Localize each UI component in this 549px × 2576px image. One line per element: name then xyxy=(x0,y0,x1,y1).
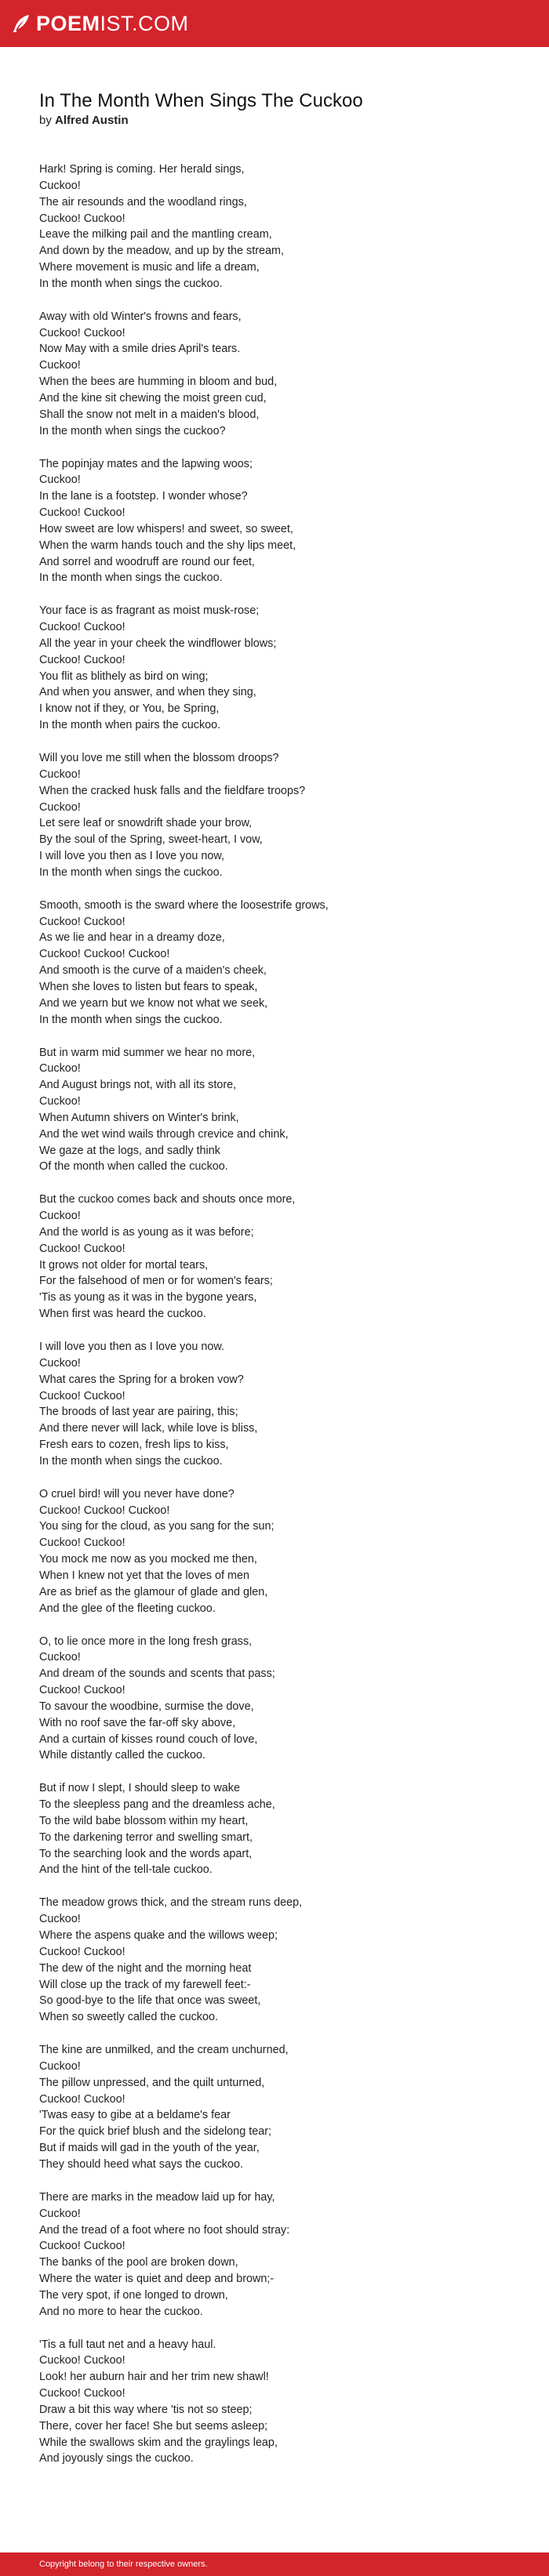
poem-line: For the quick brief blush and the sidelong tear; xyxy=(39,2125,271,2139)
poem-line: All the year in your cheek the windflower blows; xyxy=(39,637,277,650)
poem-line: With no roof save the far-off sky above, xyxy=(39,1716,236,1729)
poem-line: We gaze at the logs, and sadly think xyxy=(39,1144,220,1157)
site-logo[interactable] xyxy=(11,13,189,34)
quill-pen-icon xyxy=(11,13,31,34)
poem-line: When Autumn shivers on Winter's brink, xyxy=(39,1111,239,1124)
poem-line: Leave the milking pail and the mantling cream, xyxy=(39,228,272,241)
poem-line: But in warm mid summer we hear no more, xyxy=(39,1046,256,1059)
poem-line: And joyously sings the cuckoo. xyxy=(39,2452,194,2465)
logo-text-light: IST.COM xyxy=(100,11,189,35)
poem-line: And the world is as young as it was before; xyxy=(39,1225,254,1239)
poem-line: Smooth, smooth is the sward where the loosestrife grows, xyxy=(39,898,329,912)
stanza xyxy=(39,2190,549,2320)
poem-line: Cuckoo! Cuckoo! xyxy=(39,212,125,225)
poem-line: When the cracked husk falls and the fieldfare troops? xyxy=(39,784,306,797)
poem-line: I will love you then as I love you now, xyxy=(39,850,224,863)
poem-line: While distantly called the cuckoo. xyxy=(39,1749,205,1762)
poem-line: Cuckoo! xyxy=(39,2207,81,2220)
poem-line: And the wet wind wails through crevice and chink, xyxy=(39,1127,289,1141)
poem-line: Where the aspens quake and the willows weep; xyxy=(39,1929,278,1942)
poem-line: They should heed what says the cuckoo. xyxy=(39,2157,243,2171)
poem-line: Cuckoo! xyxy=(39,1062,81,1076)
poem-line: Cuckoo! Cuckoo! xyxy=(39,1389,125,1402)
logo-text-bold: POEM xyxy=(36,11,100,35)
poem-line: Cuckoo! Cuckoo! xyxy=(39,2240,125,2253)
poem-line: In the lane is a footstep. I wonder whose? xyxy=(39,490,248,503)
poem-line: The pillow unpressed, and the quilt unturned, xyxy=(39,2076,265,2089)
poem-line: Cuckoo! Cuckoo! xyxy=(39,2092,125,2106)
stanza xyxy=(39,1339,549,1470)
poem-line: Are as brief as the glamour of glade and glen, xyxy=(39,1585,268,1598)
poem-line: Cuckoo! Cuckoo! xyxy=(39,326,125,339)
poem-line: Cuckoo! Cuckoo! xyxy=(39,653,125,666)
stanza xyxy=(39,456,549,587)
poem-line: Your face is as fragrant as moist musk-rose; xyxy=(39,604,260,618)
author-link[interactable]: Alfred Austin xyxy=(55,114,129,127)
stanza xyxy=(39,309,549,440)
poem-line: Cuckoo! Cuckoo! xyxy=(39,2387,125,2400)
stanza xyxy=(39,1192,549,1322)
poem-line: Cuckoo! Cuckoo! xyxy=(39,1945,125,1958)
poem-line: In the month when sings the cuckoo. xyxy=(39,1454,223,1468)
poem-line: Cuckoo! Cuckoo! xyxy=(39,1537,125,1550)
stanza xyxy=(39,750,549,881)
poem-line: Of the month when called the cuckoo. xyxy=(39,1160,228,1174)
poem-line: To the sleepless pang and the dreamless ache, xyxy=(39,1798,275,1812)
poem-line: To the wild babe blossom within my heart, xyxy=(39,1814,249,1827)
poem-line: When the warm hands touch and the shy lips meet, xyxy=(39,539,296,552)
poem-line: Cuckoo! Cuckoo! xyxy=(39,2354,125,2367)
poem-line: Cuckoo! Cuckoo! xyxy=(39,1242,125,1255)
poem-line: Cuckoo! xyxy=(39,179,81,192)
site-footer xyxy=(0,2552,549,2576)
poem-line: Cuckoo! xyxy=(39,1913,81,1926)
stanza xyxy=(39,1780,549,1878)
poem-line: Where movement is music and life a dream, xyxy=(39,261,260,274)
copyright-text: Copyright belong to their respective owners. xyxy=(39,2560,208,2569)
poem-line: Cuckoo! Cuckoo! xyxy=(39,915,125,928)
stanza xyxy=(39,161,549,292)
stanza xyxy=(39,1045,549,1176)
poem-line: In the month when sings the cuckoo. xyxy=(39,277,223,290)
poem-line: Cuckoo! xyxy=(39,2059,81,2073)
poem-line: In the month when sings the cuckoo? xyxy=(39,424,226,437)
poem-line: And no more to hear the cuckoo. xyxy=(39,2305,203,2318)
poem-line: In the month when sings the cuckoo. xyxy=(39,571,223,585)
poem-line: In the month when sings the cuckoo. xyxy=(39,1013,223,1026)
poem-line: And there never will lack, while love is bliss, xyxy=(39,1422,258,1435)
poem-line: In the month when sings the cuckoo. xyxy=(39,865,223,879)
poem-line: You flit as blithely as bird on wing; xyxy=(39,669,209,683)
poem-line: I will love you then as I love you now. xyxy=(39,1341,224,1353)
poem-line: You sing for the cloud, as you sang for the sun; xyxy=(39,1520,274,1533)
poem-line: Cuckoo! xyxy=(39,359,81,372)
poem-line: While the swallows skim and the graylings leap, xyxy=(39,2436,278,2449)
poem-line: And we yearn but we know not what we seek, xyxy=(39,996,268,1010)
poem-line: What cares the Spring for a broken vow? xyxy=(39,1373,244,1386)
poem-line: You mock me now as you mocked me then, xyxy=(39,1553,257,1566)
poem-line: There are marks in the meadow laid up for hay, xyxy=(39,2190,275,2204)
poem-line: And the glee of the fleeting cuckoo. xyxy=(39,1602,216,1615)
poem-line: But if now I slept, I should sleep to wake xyxy=(39,1782,240,1795)
poem-line: 'Tis as young as it was in the bygone years, xyxy=(39,1291,257,1304)
logo-text xyxy=(36,13,189,34)
stanza xyxy=(39,603,549,734)
site-header xyxy=(0,0,549,47)
stanza xyxy=(39,1895,549,2026)
poem-line: Cuckoo! xyxy=(39,473,81,487)
poem-line: Cuckoo! xyxy=(39,1210,81,1223)
poem-line: Look! her auburn hair and her trim new shawl! xyxy=(39,2371,269,2384)
poem-line: Now May with a smile dries April's tears. xyxy=(39,343,241,356)
poem-line: When the bees are humming in bloom and bud, xyxy=(39,376,278,389)
poem-line: The broods of last year are pairing, this; xyxy=(39,1406,238,1419)
poem-line: 'Twas easy to gibe at a beldame's fear xyxy=(39,2109,231,2122)
poem-line: To the darkening terror and swelling smart, xyxy=(39,1830,253,1844)
poem-line: O cruel bird! will you never have done? xyxy=(39,1487,235,1500)
poem-line: The air resounds and the woodland rings, xyxy=(39,195,247,209)
poem-line: The kine are unmilked, and the cream unchurned, xyxy=(39,2044,289,2057)
poem-line: And the tread of a foot where no foot should stray: xyxy=(39,2223,290,2237)
poem-line: Cuckoo! Cuckoo! xyxy=(39,1684,125,1697)
poem-line: To savour the woodbine, surmise the dove, xyxy=(39,1700,254,1713)
poem-line: So good-bye to the life that once was sweet, xyxy=(39,1994,261,2008)
poem-line: The banks of the pool are broken down, xyxy=(39,2256,238,2269)
poem-line: The very spot, if one longed to drown, xyxy=(39,2288,228,2302)
poem-line: Let sere leaf or snowdrift shade your brow, xyxy=(39,817,253,830)
stanza xyxy=(39,1486,549,1617)
poem-line: I know not if they, or You, be Spring, xyxy=(39,702,220,716)
poem-body xyxy=(39,161,549,2467)
poem-line: By the soul of the Spring, sweet-heart, I vow, xyxy=(39,833,263,847)
poem-line: How sweet are low whispers! and sweet, so sweet, xyxy=(39,522,293,535)
poem-line: And the kine sit chewing the moist green cud, xyxy=(39,391,267,405)
poem-line: Fresh ears to cozen, fresh lips to kiss, xyxy=(39,1439,229,1452)
poem-line: 'Tis a full taut net and a heavy haul. xyxy=(39,2338,216,2351)
poem-line: Cuckoo! xyxy=(39,1095,81,1108)
poem-line: Cuckoo! xyxy=(39,800,81,814)
poem-line: Hark! Spring is coming. Her herald sings, xyxy=(39,163,245,176)
poem-line: It grows not older for mortal tears, xyxy=(39,1258,209,1272)
stanza xyxy=(39,898,549,1029)
poem-line: When she loves to listen but fears to speak, xyxy=(39,980,258,993)
poem-line: And sorrel and woodruff are round our feet, xyxy=(39,555,255,568)
poem-content xyxy=(0,47,549,2467)
poem-line: And down by the meadow, and up by the stream, xyxy=(39,245,284,258)
poem-line: Cuckoo! Cuckoo! Cuckoo! xyxy=(39,948,170,961)
poem-line: Cuckoo! xyxy=(39,1651,81,1664)
poem-line: Away with old Winter's frowns and fears, xyxy=(39,310,242,323)
poem-line: Cuckoo! Cuckoo! Cuckoo! xyxy=(39,1504,170,1517)
poem-line: And the hint of the tell-tale cuckoo. xyxy=(39,1863,213,1877)
poem-line: Will close up the track of my farewell feet:- xyxy=(39,1978,251,1991)
stanza xyxy=(39,2337,549,2468)
poem-line: Shall the snow not melt in a maiden's blood, xyxy=(39,408,260,421)
poem-line: The popinjay mates and the lapwing woos; xyxy=(39,457,253,470)
byline xyxy=(39,113,549,129)
poem-line: Will you love me still when the blossom droops? xyxy=(39,752,279,764)
poem-line: When so sweetly called the cuckoo. xyxy=(39,2011,218,2024)
poem-line: And when you answer, and when they sing, xyxy=(39,686,256,699)
poem-line: Cuckoo! Cuckoo! xyxy=(39,506,125,520)
byline-prefix: by xyxy=(39,114,52,127)
poem-line: And a curtain of kisses round couch of love, xyxy=(39,1732,258,1746)
poem-line: There, cover her face! She but seems asleep; xyxy=(39,2419,268,2433)
poem-line: For the falsehood of men or for women's fears; xyxy=(39,1275,273,1288)
poem-line: But the cuckoo comes back and shouts once more, xyxy=(39,1193,296,1206)
poem-line: O, to lie once more in the long fresh grass, xyxy=(39,1634,253,1648)
stanza xyxy=(39,2042,549,2173)
poem-line: Draw a bit this way where 'tis not so steep; xyxy=(39,2403,253,2416)
poem-line: But if maids will gad in the youth of the year, xyxy=(39,2142,260,2155)
poem-line: Cuckoo! Cuckoo! xyxy=(39,621,125,634)
poem-line: Cuckoo! xyxy=(39,767,81,781)
poem-line: The meadow grows thick, and the stream runs deep, xyxy=(39,1896,303,1910)
poem-line: When I knew not yet that the loves of men xyxy=(39,1569,249,1582)
poem-title: In The Month When Sings The Cuckoo xyxy=(39,90,363,111)
poem-line: As we lie and hear in a dreamy doze, xyxy=(39,931,225,945)
poem-line: And dream of the sounds and scents that pass; xyxy=(39,1667,275,1681)
poem-line: And smooth is the curve of a maiden's cheek, xyxy=(39,964,267,978)
poem-line: Where the water is quiet and deep and brown;- xyxy=(39,2273,274,2286)
poem-line: And August brings not, with all its store, xyxy=(39,1079,237,1092)
poem-line: Cuckoo! xyxy=(39,1356,81,1370)
poem-line: The dew of the night and the morning heat xyxy=(39,1961,252,1975)
poem-line: When first was heard the cuckoo. xyxy=(39,1308,206,1321)
stanza xyxy=(39,1634,549,1765)
poem-line: In the month when pairs the cuckoo. xyxy=(39,719,221,732)
poem-line: To the searching look and the words apart, xyxy=(39,1847,253,1860)
